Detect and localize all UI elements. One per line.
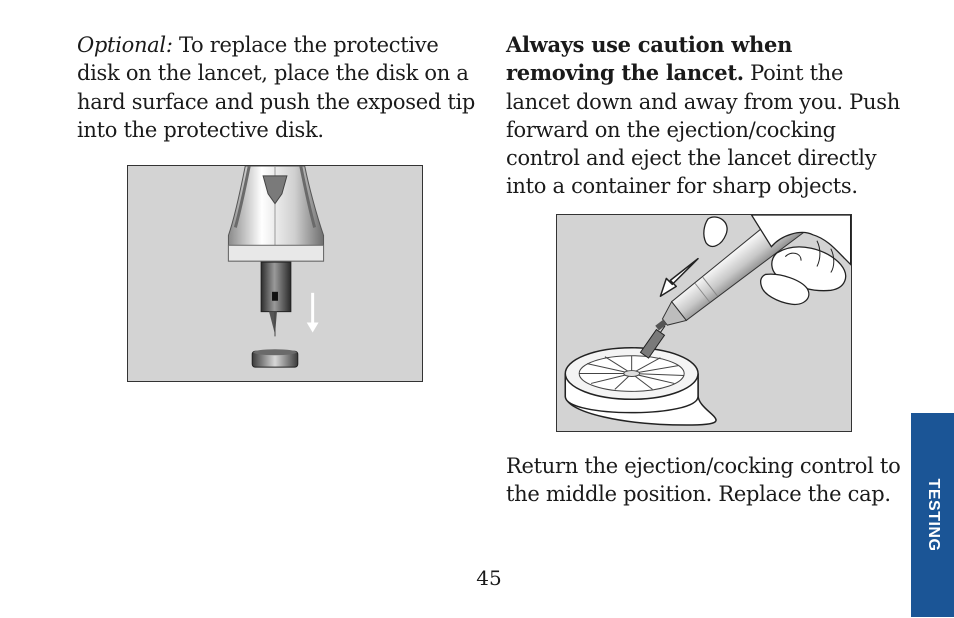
paragraph-caution: [506, 31, 901, 201]
figure-eject-lancet: [556, 214, 852, 432]
section-tab-testing: [911, 413, 954, 617]
caution-heading: Always use caution when removing the lancet.: [506, 32, 793, 86]
caution-text: Point the lancet down and away from you. Push forward on the ejection/cocking control and eject the lancet directly into a container for sharp objects.: [506, 61, 900, 199]
lancet-disk-illustration: [128, 166, 422, 381]
section-tab-label: TESTING: [924, 478, 942, 552]
replace-disk-text: To replace the protective disk on the lancet, place the disk on a hard surface and push the exposed tip into the protective disk.: [77, 33, 476, 142]
figure-lancet-disk: [127, 165, 423, 382]
optional-label: Optional:: [77, 33, 173, 57]
paragraph-replace-disk: [77, 31, 477, 144]
eject-lancet-illustration: [557, 215, 851, 431]
paragraph-return-control: Return the ejection/cocking control to the middle position. Replace the cap.: [506, 454, 901, 507]
page-number: 45: [476, 566, 502, 590]
